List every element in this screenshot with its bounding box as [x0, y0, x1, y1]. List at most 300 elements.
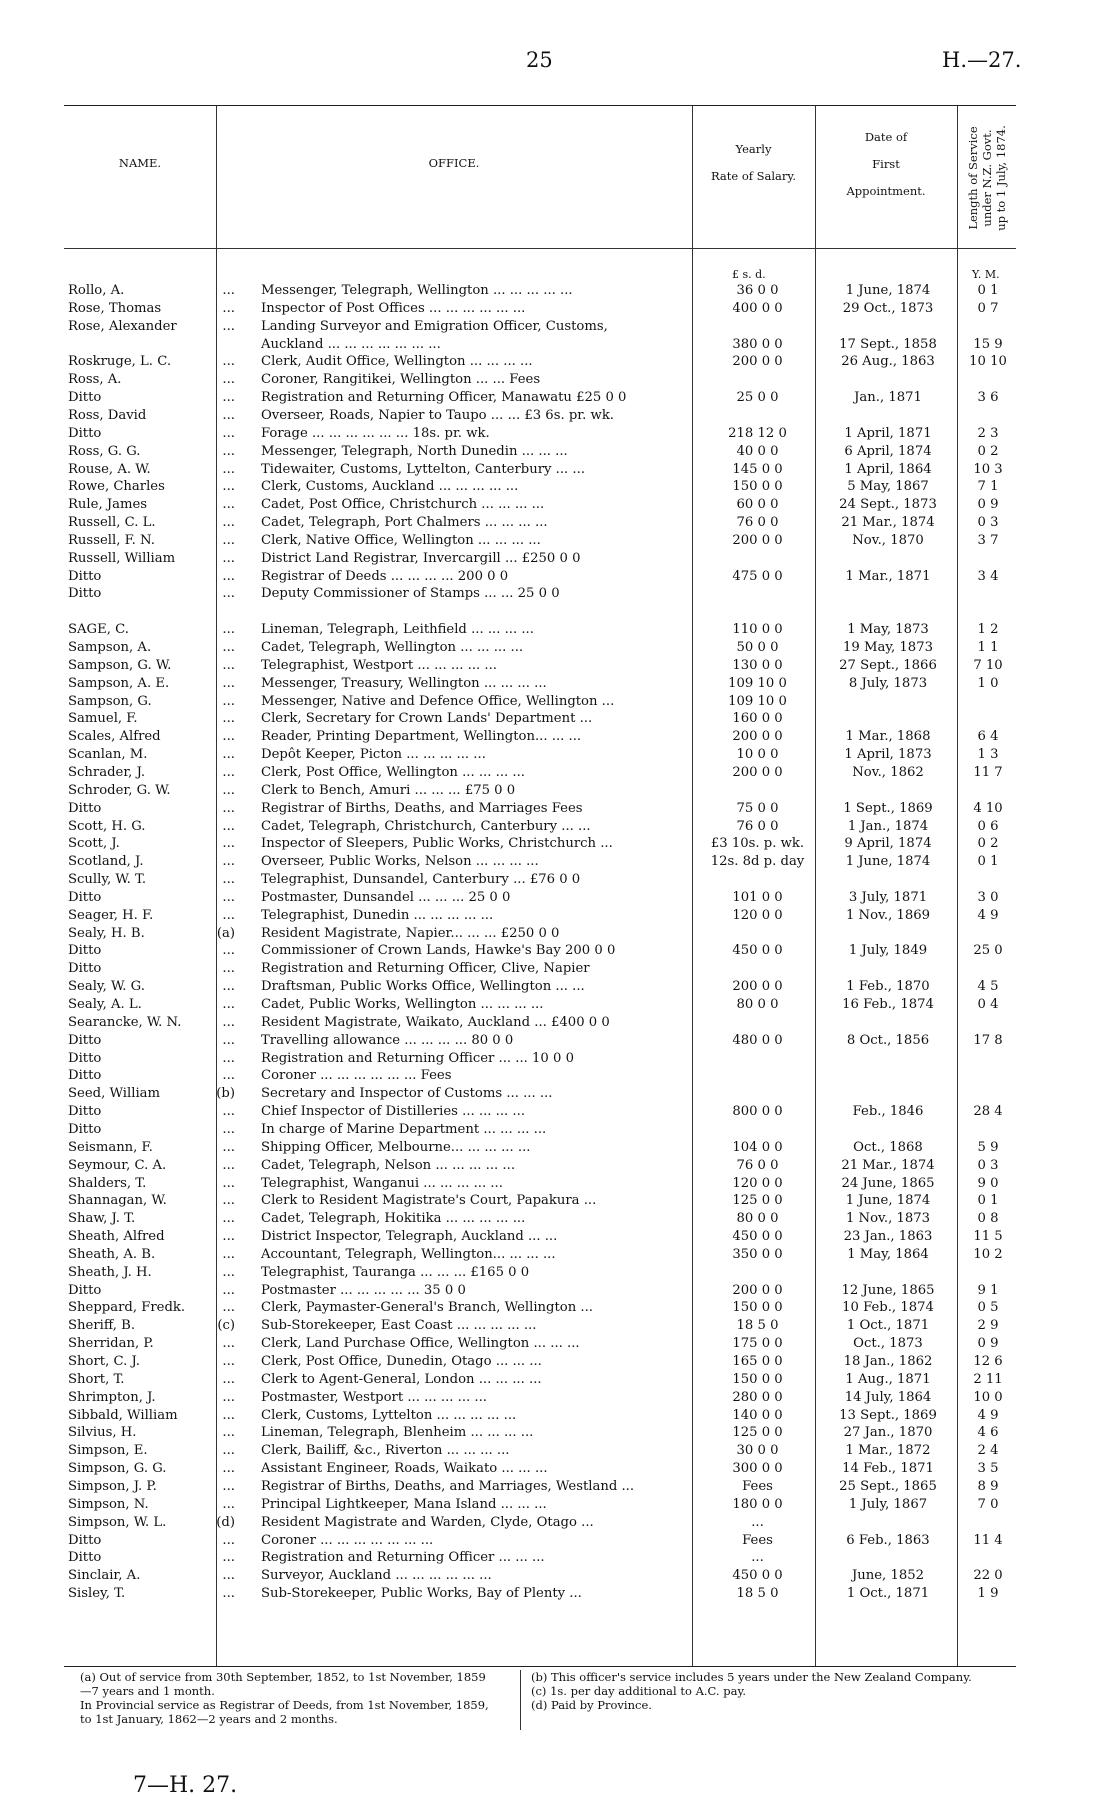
table-row: [64, 765, 1016, 781]
row-office: Registration and Returning Officer, Manawatu £25 0 0: [261, 390, 627, 406]
table-row: [64, 426, 1016, 442]
table-row: [64, 1015, 1016, 1031]
row-office: Coroner ... ... ... ... ... ... Fees: [261, 1068, 452, 1084]
row-date: 1 Sept., 1869: [843, 800, 933, 816]
salary-units: £ s. d.: [732, 268, 766, 281]
row-salary: 280 0 0: [732, 1389, 783, 1405]
row-salary: 140 0 0: [732, 1407, 783, 1423]
table-row: [64, 747, 1016, 763]
row-note: ...: [222, 979, 235, 995]
row-salary: ...: [751, 1550, 764, 1566]
row-note: ...: [222, 1389, 235, 1405]
row-name: Ross, David: [68, 407, 147, 423]
row-office: Overseer, Roads, Napier to Taupo ... ... £3 6s. pr. wk.: [261, 407, 615, 423]
row-salary: 150 0 0: [732, 1300, 783, 1316]
row-length: 9 0: [977, 1175, 999, 1191]
row-office: District Land Registrar, Invercargill ... £250 0 0: [261, 550, 581, 566]
table-row: [64, 872, 1016, 888]
row-length: 7 1: [977, 479, 999, 495]
row-salary: ...: [751, 1514, 764, 1530]
row-salary: 480 0 0: [732, 1032, 783, 1048]
row-name: Ditto: [68, 1050, 102, 1066]
table-row: [64, 908, 1016, 924]
row-salary: 218 12 0: [728, 425, 787, 441]
row-office: Accountant, Telegraph, Wellington... ... ... ...: [261, 1246, 556, 1262]
row-name: Sheppard, Fredk.: [68, 1300, 186, 1316]
row-name: Seymour, C. A.: [68, 1157, 167, 1173]
row-length: 0 9: [977, 497, 999, 513]
row-name: Sheriff, B.: [68, 1318, 136, 1334]
row-name: Rowe, Charles: [68, 479, 165, 495]
row-note: ...: [222, 782, 235, 798]
row-name: Rule, James: [68, 497, 148, 513]
row-name: Ditto: [68, 1104, 102, 1120]
row-office: Assistant Engineer, Roads, Waikato ... ... ...: [261, 1461, 548, 1477]
row-office: Clerk, Customs, Auckland ... ... ... ... ...: [261, 479, 519, 495]
row-office: Secretary and Inspector of Customs ... ... ...: [261, 1086, 553, 1102]
row-name: Sheath, J. H.: [68, 1264, 152, 1280]
row-office: Resident Magistrate and Warden, Clyde, Otago ...: [261, 1514, 594, 1530]
row-note: (d): [216, 1514, 235, 1530]
row-length: 0 4: [977, 997, 999, 1012]
row-salary: 101 0 0: [732, 889, 783, 905]
length-units: Y. M.: [972, 268, 1000, 281]
row-office: Travelling allowance ... ... ... ... 80 0 0: [261, 1032, 514, 1048]
row-length: 22 0: [973, 1568, 1003, 1584]
row-office: In charge of Marine Department ... ... ... ...: [261, 1121, 547, 1137]
table-header: [64, 106, 1016, 249]
row-length: 0 7: [977, 300, 999, 316]
row-note: ...: [222, 354, 235, 370]
row-date: Nov., 1870: [852, 532, 924, 548]
row-salary: 80 0 0: [736, 997, 779, 1012]
footnote-a-cont: In Provincial service as Registrar of Deeds, from 1st November, 1859, to 1st January, 1862—2 years and 2 months.: [80, 1698, 489, 1726]
row-name: Scotland, J.: [68, 854, 144, 870]
row-salary: 380 0 0: [732, 336, 783, 352]
row-name: Simpson, W. L.: [68, 1514, 167, 1530]
table-row: [64, 408, 1016, 424]
row-date: 27 Jan., 1870: [843, 1425, 933, 1441]
row-office: Commissioner of Crown Lands, Hawke's Bay 200 0 0: [261, 943, 616, 959]
table-row: [64, 1176, 1016, 1192]
row-name: Seismann, F.: [68, 1139, 153, 1155]
row-name: Ditto: [68, 943, 102, 959]
row-length: 1 2: [977, 622, 999, 638]
row-length: 0 5: [977, 1300, 999, 1316]
row-name: Schroder, G. W.: [68, 782, 171, 798]
staff-table: [64, 105, 1016, 1667]
row-note: ...: [222, 497, 235, 513]
row-salary: 175 0 0: [732, 1336, 783, 1352]
row-name: Sheath, Alfred: [68, 1229, 165, 1245]
row-office: Messenger, Treasury, Wellington ... ... ... ...: [261, 675, 547, 691]
row-salary: 12s. 8d p. day: [710, 854, 805, 870]
row-date: 13 Sept., 1869: [839, 1407, 937, 1423]
row-date: Feb., 1846: [852, 1104, 924, 1120]
row-date: 1 May, 1864: [847, 1246, 929, 1262]
row-salary: 300 0 0: [732, 1461, 783, 1477]
row-date: 8 Oct., 1856: [846, 1032, 930, 1048]
row-length: 3 0: [977, 889, 999, 905]
row-salary: 109 10 0: [728, 675, 787, 691]
row-note: ...: [222, 889, 235, 905]
row-date: 1 Mar., 1872: [845, 1443, 931, 1459]
row-office: Tidewaiter, Customs, Lyttelton, Canterbury ... ...: [261, 461, 586, 477]
row-name: Sinclair, A.: [68, 1568, 141, 1584]
row-name: Simpson, J. P.: [68, 1478, 157, 1494]
row-name: Sheath, A. B.: [68, 1246, 156, 1262]
row-office: Registration and Returning Officer ... ... ...: [261, 1550, 545, 1566]
row-salary: 109 10 0: [728, 693, 787, 709]
row-name: Sampson, A. E.: [68, 675, 170, 691]
header-date: Date of First Appointment.: [846, 130, 926, 198]
table-row: [64, 1193, 1016, 1209]
row-office: Cadet, Telegraph, Port Chalmers ... ... ... ...: [261, 515, 548, 531]
row-date: 1 July, 1849: [848, 943, 928, 959]
table-row: [64, 1372, 1016, 1388]
row-date: 1 Oct., 1871: [846, 1318, 930, 1334]
row-length: 2 4: [977, 1443, 999, 1459]
row-length: 8 9: [977, 1478, 999, 1494]
row-note: ...: [222, 729, 235, 745]
row-length: 12 6: [973, 1354, 1003, 1369]
row-note: ...: [222, 586, 235, 602]
row-salary: 18 5 0: [736, 1586, 779, 1602]
table-row: [64, 1443, 1016, 1459]
row-date: 5 May, 1867: [847, 479, 929, 495]
row-name: Shalders, T.: [68, 1175, 147, 1191]
row-note: ...: [222, 943, 235, 959]
row-name: Short, T.: [68, 1371, 125, 1387]
row-office: Clerk, Native Office, Wellington ... ... ... ...: [261, 532, 541, 548]
row-office: Shipping Officer, Melbourne... ... ... ... ...: [261, 1139, 531, 1155]
row-name: Scanlan, M.: [68, 747, 148, 763]
row-note: ...: [222, 640, 235, 655]
row-length: 3 6: [977, 390, 999, 406]
row-office: Draftsman, Public Works Office, Wellington ... ...: [261, 979, 585, 995]
row-salary: 800 0 0: [732, 1104, 783, 1120]
row-name: Ditto: [68, 1032, 102, 1048]
row-office: Deputy Commissioner of Stamps ... ... 25 0 0: [261, 586, 560, 602]
table-row: [64, 801, 1016, 817]
row-note: ...: [222, 425, 235, 441]
row-name: Russell, William: [68, 550, 176, 566]
row-date: 1 May, 1873: [847, 622, 929, 638]
row-length: 9 1: [977, 1282, 999, 1298]
row-name: Shaw, J. T.: [68, 1211, 136, 1227]
row-name: Seed, William: [68, 1086, 161, 1102]
row-note: ...: [222, 1068, 235, 1084]
table-row: [64, 551, 1016, 567]
row-name: Simpson, G. G.: [68, 1461, 167, 1477]
row-length: 0 9: [977, 1336, 999, 1352]
table-row: [64, 694, 1016, 710]
row-name: Shannagan, W.: [68, 1193, 167, 1209]
row-note: ...: [222, 1550, 235, 1566]
row-note: ...: [222, 1014, 235, 1030]
row-office: Resident Magistrate, Waikato, Auckland ... £400 0 0: [261, 1014, 610, 1030]
row-salary: 60 0 0: [736, 497, 779, 513]
table-row: [64, 890, 1016, 906]
table-row: [64, 372, 1016, 388]
row-length: 11 7: [973, 764, 1003, 780]
row-salary: 76 0 0: [736, 515, 779, 531]
table-row: [64, 1336, 1016, 1352]
row-salary: 104 0 0: [732, 1139, 783, 1155]
table-row: [64, 1140, 1016, 1156]
row-office: Lineman, Telegraph, Leithfield ... ... ... ...: [261, 622, 534, 638]
table-row: [64, 533, 1016, 549]
row-date: 29 Oct., 1873: [842, 300, 934, 316]
row-name: Ditto: [68, 390, 102, 406]
row-office: Inspector of Sleepers, Public Works, Christchurch ...: [261, 836, 613, 852]
row-salary: 200 0 0: [732, 532, 783, 548]
table-row: [64, 586, 1016, 602]
row-length: 2 11: [973, 1371, 1003, 1387]
row-salary: 350 0 0: [732, 1246, 783, 1262]
row-note: ...: [222, 1586, 235, 1602]
row-office: Clerk to Resident Magistrate's Court, Papakura ...: [261, 1193, 597, 1209]
table-row: [64, 729, 1016, 745]
row-date: June, 1852: [851, 1568, 925, 1584]
row-length: 4 5: [977, 979, 999, 995]
row-salary: 200 0 0: [732, 729, 783, 745]
table-row: [64, 1425, 1016, 1441]
row-office: Cadet, Telegraph, Wellington ... ... ... ...: [261, 640, 524, 655]
page-reference: H.—27.: [942, 48, 1022, 72]
row-length: 0 3: [977, 515, 999, 531]
row-note: ...: [222, 1175, 235, 1191]
row-name: Rose, Alexander: [68, 318, 177, 334]
row-date: 24 Sept., 1873: [839, 497, 937, 513]
row-office: Clerk, Audit Office, Wellington ... ... ... ...: [261, 354, 533, 370]
table-row: [64, 1354, 1016, 1370]
row-name: Rollo, A.: [68, 283, 125, 298]
row-name: Schrader, J.: [68, 764, 146, 780]
row-salary: 200 0 0: [732, 979, 783, 995]
footnote-a: (a) Out of service from 30th September, 1852, to 1st November, 1859—7 years and 1 month.: [80, 1670, 486, 1698]
table-row: [64, 444, 1016, 460]
row-length: 10 2: [973, 1246, 1003, 1262]
table-row: [64, 640, 1016, 656]
table-row: [64, 836, 1016, 852]
row-date: 1 July, 1867: [848, 1496, 928, 1512]
row-name: Roskruge, L. C.: [68, 354, 172, 370]
table-row: [64, 979, 1016, 995]
row-note: ...: [222, 1443, 235, 1459]
header-name: NAME.: [118, 156, 162, 170]
row-salary: 200 0 0: [732, 764, 783, 780]
row-date: 8 July, 1873: [848, 675, 928, 691]
row-length: 15 9: [973, 336, 1003, 352]
row-office: Clerk, Post Office, Wellington ... ... ... ...: [261, 764, 525, 780]
table-row: [64, 337, 1016, 353]
row-name: Sampson, G. W.: [68, 657, 172, 673]
row-salary: 125 0 0: [732, 1425, 783, 1441]
row-length: 25 0: [973, 943, 1003, 959]
row-length: 7 10: [973, 657, 1003, 673]
table-row: [64, 819, 1016, 835]
table-row: [64, 319, 1016, 335]
row-salary: £3 10s. p. wk.: [710, 836, 805, 852]
table-row: [64, 997, 1016, 1013]
table-row: [64, 1122, 1016, 1138]
row-salary: 40 0 0: [736, 443, 779, 459]
row-salary: 76 0 0: [736, 1157, 779, 1173]
row-date: 1 Mar., 1868: [845, 729, 931, 745]
table-row: [64, 1033, 1016, 1049]
row-date: 24 June, 1865: [841, 1175, 935, 1191]
row-salary: 150 0 0: [732, 1371, 783, 1387]
row-length: 10 0: [973, 1389, 1003, 1405]
row-name: Russell, F. N.: [68, 532, 155, 548]
row-note: (c): [217, 1318, 235, 1334]
row-office: Telegraphist, Dunsandel, Canterbury ... £76 0 0: [261, 872, 581, 888]
table-row: [64, 1533, 1016, 1549]
row-date: 21 Mar., 1874: [841, 515, 935, 531]
row-note: ...: [222, 747, 235, 763]
row-name: Sampson, A.: [68, 640, 152, 655]
row-salary: Fees: [742, 1478, 773, 1494]
row-note: ...: [222, 443, 235, 459]
table-row: [64, 1086, 1016, 1102]
row-name: Ross, A.: [68, 372, 122, 388]
table-row: [64, 354, 1016, 370]
table-row: [64, 604, 1016, 620]
table-row: [64, 1247, 1016, 1263]
row-name: Ditto: [68, 1068, 102, 1084]
row-office: District Inspector, Telegraph, Auckland ... ...: [261, 1229, 558, 1245]
table-row: [64, 1461, 1016, 1477]
row-salary: 125 0 0: [732, 1193, 783, 1209]
row-length: 4 9: [977, 907, 999, 923]
row-note: ...: [222, 1229, 235, 1245]
row-office: Cadet, Telegraph, Nelson ... ... ... ... ...: [261, 1157, 516, 1173]
row-office: Clerk, Paymaster-General's Branch, Wellington ...: [261, 1300, 593, 1316]
row-office: Coroner, Rangitikei, Wellington ... ... Fees: [261, 372, 541, 388]
table-row: [64, 1390, 1016, 1406]
row-date: 1 Oct., 1871: [846, 1586, 930, 1602]
table-row: [64, 1515, 1016, 1531]
table-row: [64, 658, 1016, 674]
row-date: Nov., 1862: [852, 764, 924, 780]
row-office: Postmaster, Westport ... ... ... ... ...: [261, 1389, 487, 1405]
table-row: [64, 711, 1016, 727]
table-row: [64, 1158, 1016, 1174]
row-salary: 50 0 0: [736, 640, 779, 655]
row-date: 1 Feb., 1870: [846, 979, 930, 995]
row-salary: 110 0 0: [732, 622, 783, 638]
row-note: ...: [222, 1354, 235, 1369]
row-salary: 475 0 0: [732, 568, 783, 584]
row-length: 0 1: [977, 1193, 999, 1209]
row-note: ...: [222, 372, 235, 388]
row-note: ...: [222, 479, 235, 495]
row-office: Registrar of Births, Deaths, and Marriages Fees: [261, 800, 583, 816]
row-length: 0 6: [977, 818, 999, 834]
row-office: Overseer, Public Works, Nelson ... ... ... ...: [261, 854, 539, 870]
table-row: [64, 1568, 1016, 1584]
row-office: Registrar of Births, Deaths, and Marriages, Westland ...: [261, 1478, 635, 1494]
row-name: Ditto: [68, 1550, 102, 1566]
row-length: 17 8: [973, 1032, 1003, 1048]
row-salary: 120 0 0: [732, 1175, 783, 1191]
row-length: 0 8: [977, 1211, 999, 1227]
row-office: Telegraphist, Tauranga ... ... ... £165 0 0: [261, 1264, 530, 1280]
row-note: ...: [222, 872, 235, 888]
row-name: Samuel, F.: [68, 711, 138, 727]
table-row: [64, 783, 1016, 799]
row-name: Rouse, A. W.: [68, 461, 151, 477]
row-office: Sub-Storekeeper, Public Works, Bay of Plenty ...: [261, 1586, 582, 1602]
row-name: Seager, H. F.: [68, 907, 154, 923]
row-date: 1 Nov., 1873: [845, 1211, 931, 1227]
row-date: 3 July, 1871: [848, 889, 928, 905]
row-office: Coroner ... ... ... ... ... ... ...: [261, 1532, 434, 1548]
row-date: 6 Feb., 1863: [846, 1532, 930, 1548]
table-row: [64, 1068, 1016, 1084]
row-salary: 165 0 0: [732, 1354, 783, 1369]
row-length: 2 3: [977, 425, 999, 441]
row-note: ...: [222, 1461, 235, 1477]
row-date: 14 Feb., 1871: [842, 1461, 934, 1477]
row-name: Ditto: [68, 800, 102, 816]
row-note: (a): [216, 925, 235, 941]
row-length: 6 4: [977, 729, 999, 745]
row-note: ...: [222, 1478, 235, 1494]
row-note: ...: [222, 407, 235, 423]
table-row: [64, 390, 1016, 406]
row-length: 0 1: [977, 283, 999, 298]
row-salary: 200 0 0: [732, 354, 783, 370]
row-name: Ditto: [68, 425, 102, 441]
row-office: Clerk, Bailiff, &c., Riverton ... ... ... ...: [261, 1443, 510, 1459]
row-date: 25 Sept., 1865: [839, 1478, 937, 1494]
row-office: Sub-Storekeeper, East Coast ... ... ... ... ...: [261, 1318, 537, 1334]
footnote-d: (d) Paid by Province.: [531, 1698, 652, 1712]
row-length: 2 9: [977, 1318, 999, 1334]
row-date: 21 Mar., 1874: [841, 1157, 935, 1173]
row-length: 10 3: [973, 461, 1003, 477]
row-length: 0 2: [977, 836, 999, 852]
row-salary: 160 0 0: [732, 711, 783, 727]
row-name: Sibbald, William: [68, 1407, 178, 1423]
row-date: 1 June, 1874: [845, 1193, 931, 1209]
row-note: ...: [222, 1264, 235, 1280]
row-office: Clerk, Secretary for Crown Lands' Department ...: [261, 711, 593, 727]
row-office: Registration and Returning Officer, Clive, Napier: [261, 961, 590, 977]
table-row: [64, 462, 1016, 478]
row-salary: 200 0 0: [732, 1282, 783, 1298]
row-date: 1 Nov., 1869: [845, 907, 931, 923]
table-row: [64, 1586, 1016, 1602]
row-name: Sealy, H. B.: [68, 925, 145, 941]
table-row: [64, 1051, 1016, 1067]
table-row: [64, 1283, 1016, 1299]
row-salary: 180 0 0: [732, 1496, 783, 1512]
row-name: Simpson, N.: [68, 1496, 149, 1512]
row-date: 12 June, 1865: [841, 1282, 935, 1298]
row-length: 11 5: [973, 1229, 1003, 1245]
row-office: Messenger, Native and Defence Office, Wellington ...: [261, 693, 615, 709]
row-date: Jan., 1871: [854, 390, 922, 406]
row-note: ...: [222, 961, 235, 977]
row-length: 3 7: [977, 532, 999, 548]
row-office: Reader, Printing Department, Wellington... ... ...: [261, 729, 582, 745]
row-length: 0 3: [977, 1157, 999, 1173]
row-length: 1 9: [977, 1586, 999, 1602]
row-name: Sherridan, P.: [68, 1336, 154, 1352]
